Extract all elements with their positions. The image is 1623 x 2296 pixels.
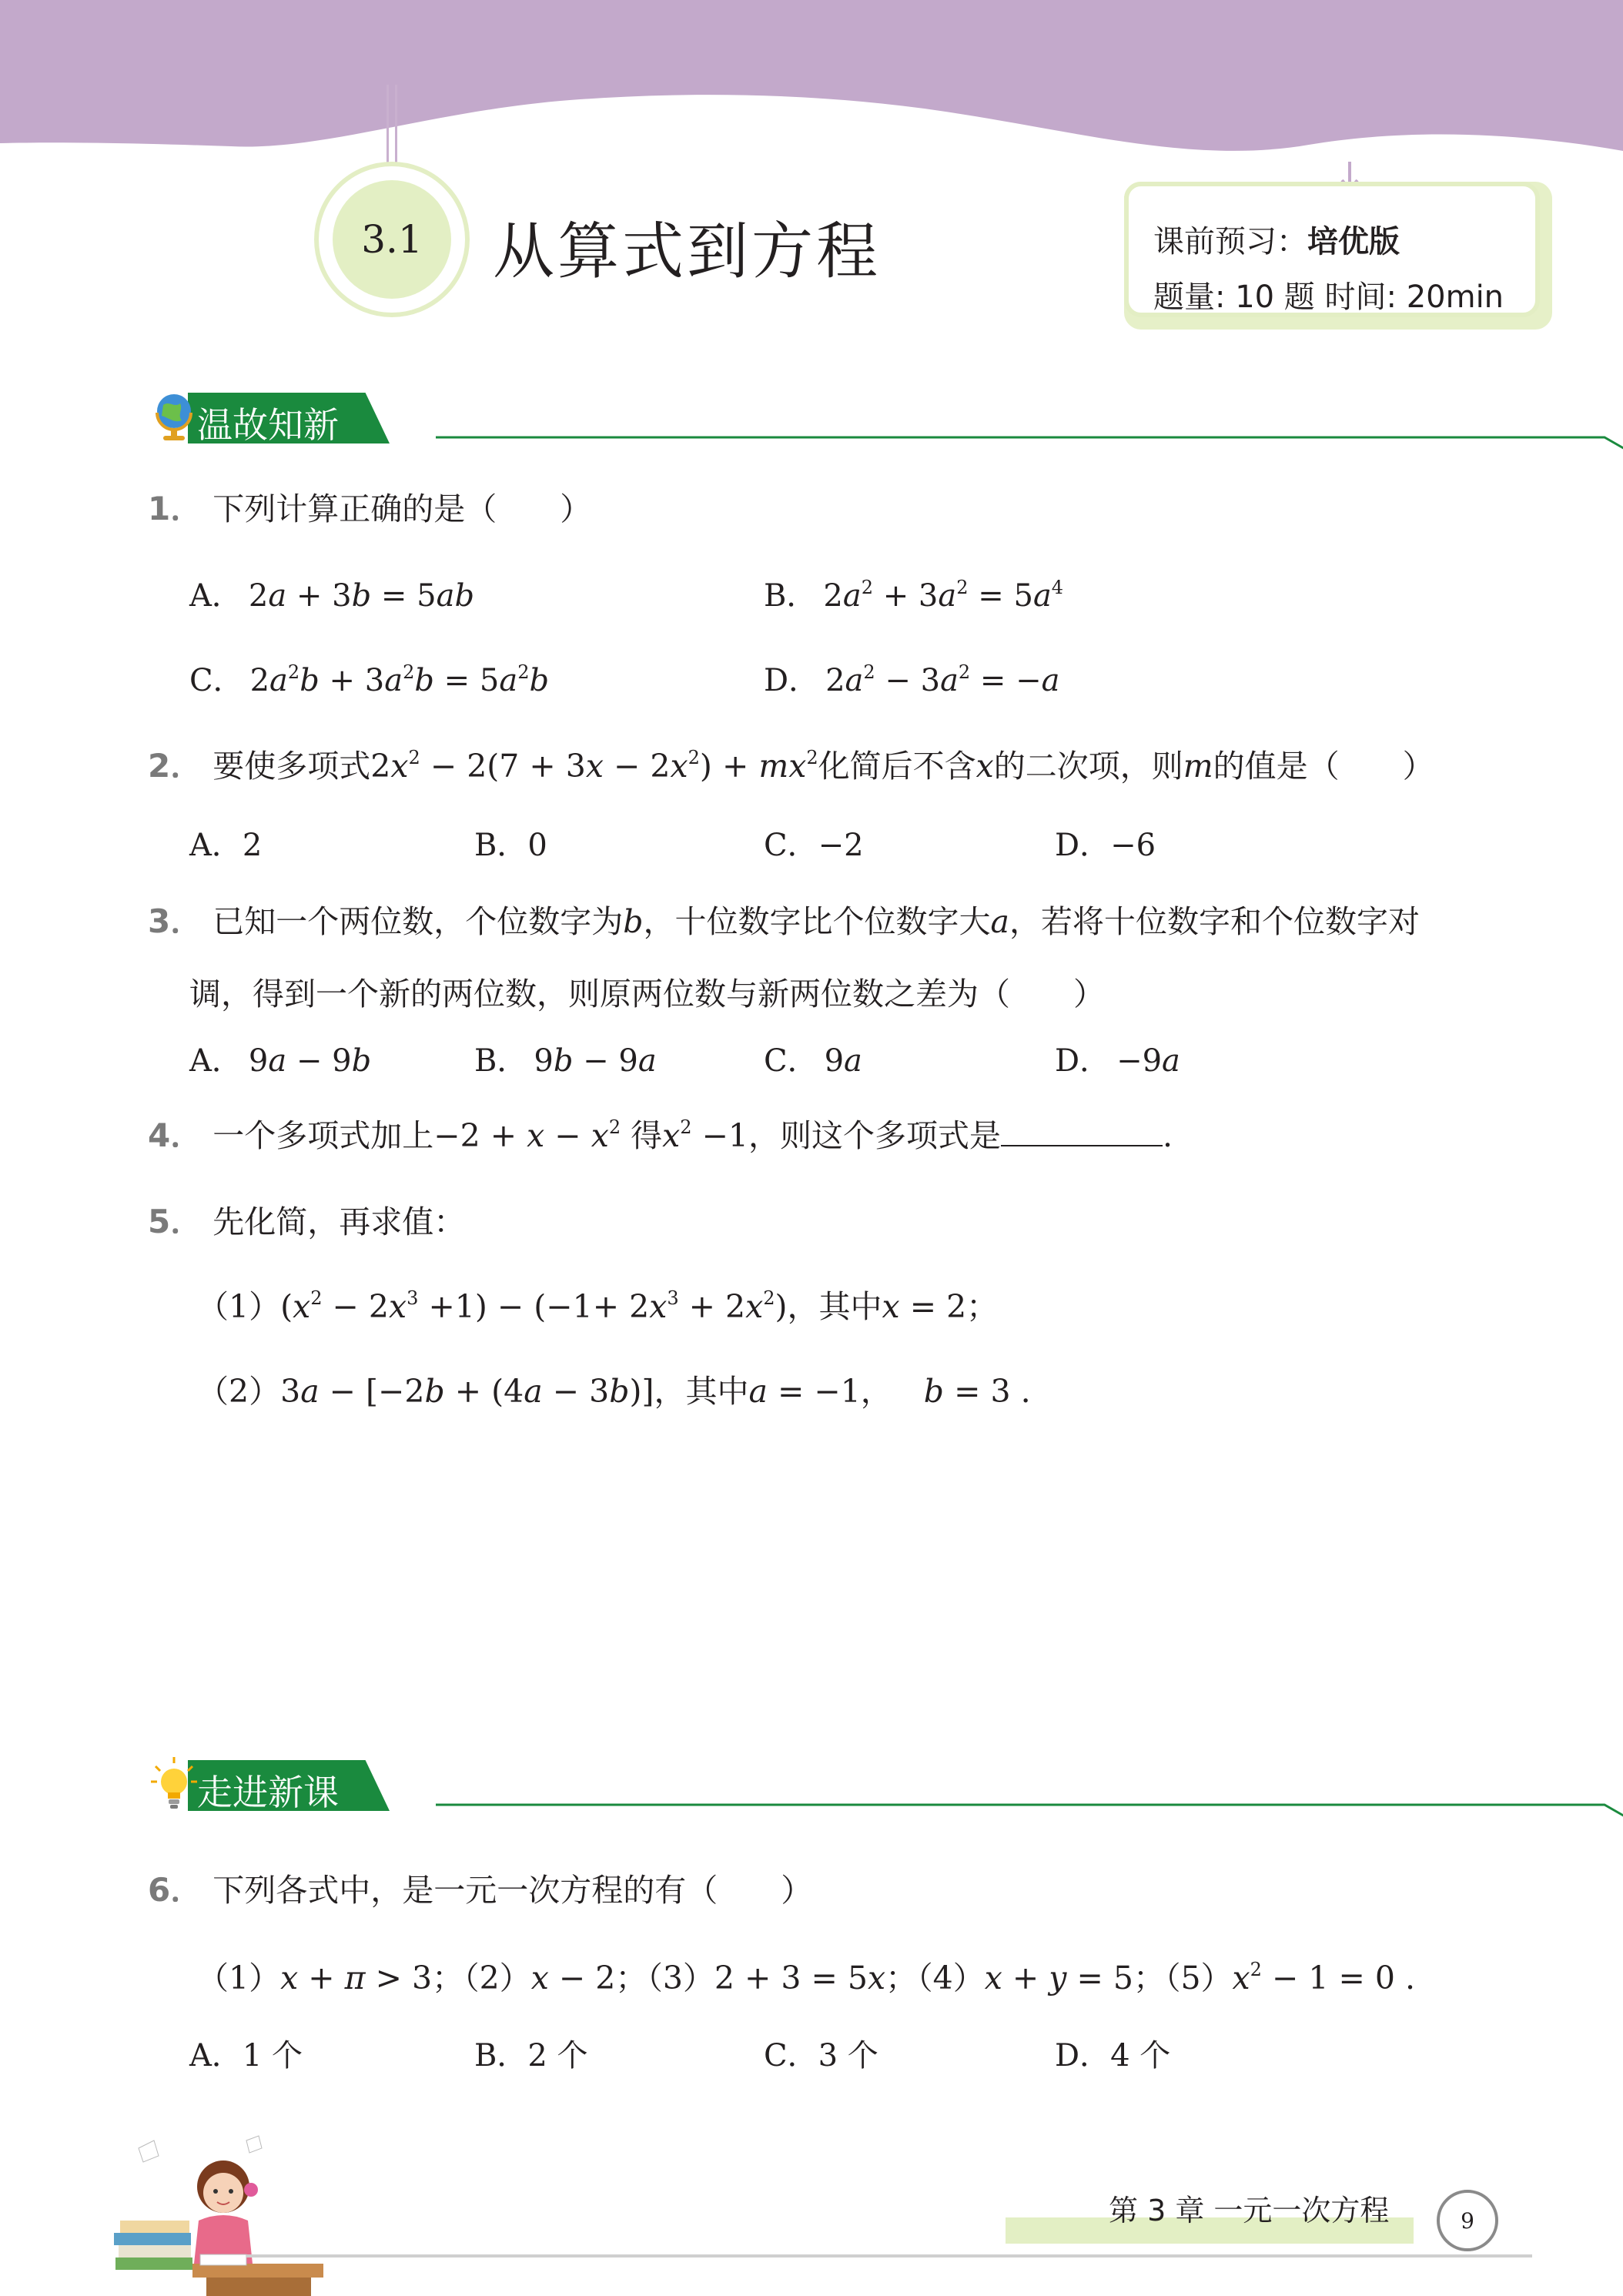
stem-part: 的二次项，则 bbox=[993, 748, 1183, 785]
stem-part: ，其中 bbox=[787, 1288, 882, 1325]
question-stem: 下列各式中，是一元一次方程的有（ ） bbox=[212, 1872, 813, 1909]
header-wave bbox=[0, 0, 1623, 177]
q2-option-c: C．−2 bbox=[764, 828, 864, 863]
stem-part: ，若将十位数字和个位数字对 bbox=[1009, 903, 1420, 940]
chapter-label: 第 3 章 一元一次方程 bbox=[1109, 2194, 1390, 2227]
q6-option-c: C．3 个 bbox=[764, 2038, 878, 2073]
info-edition: 培优版 bbox=[1307, 224, 1400, 259]
q3-option-b: B． 9b − 9a bbox=[474, 1043, 657, 1079]
question-3-line-2: 调，得到一个新的两位数，则原两位数与新两位数之差为（ ） bbox=[189, 976, 1105, 1012]
question-stem: 先化简，再求值： bbox=[212, 1203, 466, 1240]
section-header-new-lesson bbox=[151, 1754, 1491, 1816]
q6-option-a: A．1 个 bbox=[189, 2038, 303, 2073]
globe-icon bbox=[151, 390, 197, 443]
info-line-1 bbox=[1153, 214, 1535, 269]
q1-option-b: B． $2a^2 + 3a^2 = 5a^4$ bbox=[764, 576, 1064, 614]
question-stem: 下列计算正确的是（ ） bbox=[212, 490, 592, 527]
stem-part: 的值是（ ） bbox=[1213, 748, 1434, 785]
stem-part: 要使多项式 bbox=[212, 748, 371, 785]
lightbulb-icon bbox=[151, 1757, 197, 1811]
question-number: 5． bbox=[148, 1203, 203, 1240]
question-2: 2． 要使多项式$2x^2 - 2(7 + 3x - 2x^2) + mx^2$化简后不含x的二次项，则m的值是（ ） bbox=[148, 747, 1434, 785]
section-title: 温故知新 bbox=[197, 404, 339, 446]
stem-part: 一个多项式加上 bbox=[212, 1117, 434, 1154]
lesson-number-badge bbox=[314, 162, 470, 317]
lesson-title: 从算式到方程 bbox=[493, 216, 881, 287]
q3-option-c: C． 9a bbox=[764, 1043, 862, 1079]
lesson-number: 3.1 bbox=[333, 180, 451, 299]
stem-part: ，则这个多项式是 bbox=[748, 1117, 1002, 1154]
q6-option-d: D．4 个 bbox=[1055, 2038, 1171, 2073]
question-6-items: （1）x + π > 3；（2）x − 2；（3）2 + 3 = 5x；（4）x + y = 5；$(5)x^2 - 1 = 0$ . bbox=[197, 1959, 1416, 1996]
question-number: 6． bbox=[148, 1871, 203, 1909]
q1-option-c: C． $2a^2b + 3a^2b = 5a^2b$ bbox=[189, 661, 550, 698]
question-6 bbox=[148, 1865, 812, 1911]
question-5-part-2: （2）3a − [−2b + (4a − 3b)]，其中a = −1， b = 3 . bbox=[197, 1373, 1031, 1410]
section-divider bbox=[436, 1802, 1623, 1819]
q3-option-d: D． −9a bbox=[1055, 1043, 1180, 1079]
stem-part: 化简后不含 bbox=[818, 748, 976, 785]
info-line-2: 题量: 10 题 时间: 20min bbox=[1153, 279, 1504, 315]
question-4: 4． 一个多项式加上$-2 + x - x^2$ 得$x^2 -1$，则这个多项式是 . bbox=[148, 1116, 1173, 1154]
info-label: 课前预习： bbox=[1153, 224, 1307, 259]
question-number: 4． bbox=[148, 1116, 203, 1154]
stem-part: ，十位数字比个位数字大 bbox=[643, 903, 991, 940]
section-divider bbox=[436, 434, 1623, 451]
section-title: 走进新课 bbox=[197, 1772, 339, 1813]
q2-option-b: B．0 bbox=[474, 828, 547, 863]
stem-part: 已知一个两位数，个位数字为 bbox=[212, 903, 624, 940]
question-3: 3． 已知一个两位数，个位数字为b，十位数字比个位数字大a，若将十位数字和个位数字对 bbox=[148, 902, 1420, 940]
q6-option-b: B．2 个 bbox=[474, 2038, 588, 2073]
section-header-review bbox=[151, 387, 1491, 448]
studying-girl-illustration bbox=[108, 2125, 331, 2296]
info-box bbox=[1124, 182, 1552, 330]
q2-option-d: D．−6 bbox=[1055, 828, 1156, 863]
answer-blank[interactable] bbox=[1001, 1119, 1163, 1146]
q2-option-a: A．2 bbox=[189, 828, 263, 863]
part-label: （2） bbox=[197, 1373, 281, 1410]
stem-part: 得 bbox=[631, 1117, 663, 1154]
part-label: （1） bbox=[197, 1288, 281, 1325]
q1-option-a: A． 2a + 3b = 5ab bbox=[189, 578, 475, 614]
hanging-string bbox=[387, 85, 397, 166]
q3-option-a: A． 9a − 9b bbox=[189, 1043, 372, 1079]
question-5 bbox=[148, 1197, 465, 1243]
question-1 bbox=[148, 484, 591, 530]
q1-option-d: D． $2a^2 - 3a^2 = -a$ bbox=[764, 661, 1060, 698]
question-number: 1． bbox=[148, 490, 203, 527]
stem-part: ，其中 bbox=[654, 1373, 749, 1410]
question-number: 2． bbox=[148, 747, 203, 785]
footer-line bbox=[246, 2254, 1532, 2258]
question-number: 3． bbox=[148, 902, 203, 940]
question-5-part-1: $(1)(x^2 - 2x^3 +1) - (-1+ 2x^3 + 2x^2)$，其中x = 2； bbox=[197, 1287, 999, 1325]
page-number: 9 bbox=[1437, 2190, 1498, 2251]
